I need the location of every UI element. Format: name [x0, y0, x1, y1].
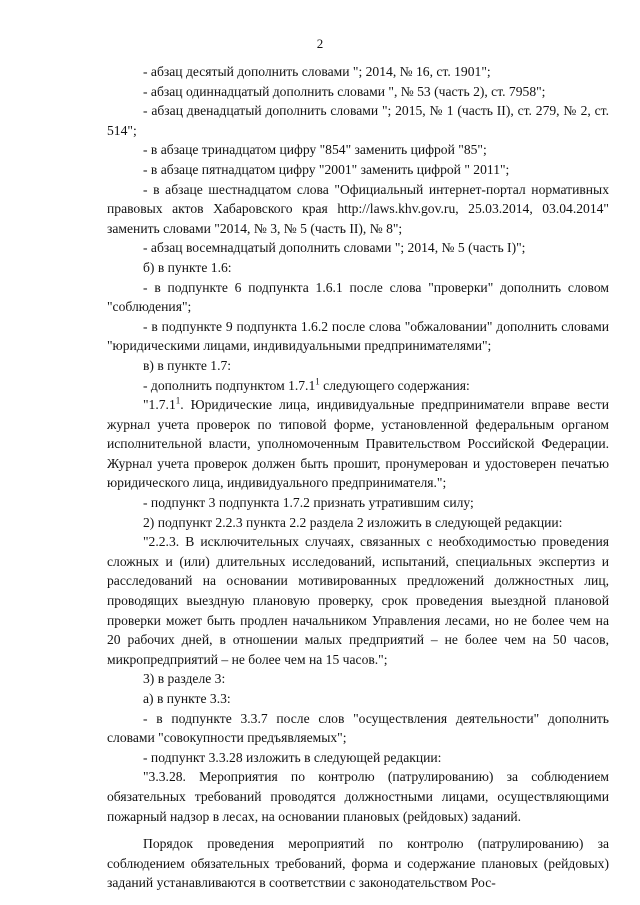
paragraph: - абзац двенадцатый дополнить словами "; 2015, № 1 (часть II), ст. 279, № 2, ст. 514"; [107, 103, 609, 138]
paragraph: Порядок проведения мероприятий по контролю (патрулированию) за соблюдением обязательных требований, форма и содержание плановых (рейдовых) заданий устанавливаются в соответствии с законодательством Рос- [107, 836, 609, 891]
paragraph: - подпункт 3.3.28 изложить в следующей редакции: [143, 749, 442, 765]
paragraph: 2) подпункт 2.2.3 пункта 2.2 раздела 2 изложить в следующей редакции: [143, 514, 563, 530]
paragraph: - в подпункте 3.3.7 после слов "осуществления деятельности" дополнить словами "совокупности предъявляемых"; [107, 710, 609, 746]
paragraph: "2.2.3. В исключительных случаях, связанных с необходимостью проведения сложных и (или) длительных исследований, испытаний, специальных экспертиз и расследований на основании мотивированных предложений должностных лиц, проводящих выездную плановую проверку, срок проведения выездной плановой проверки может быть продлен начальником Управления лесами, но не более чем на 20 рабочих дней, в отношении малых предприятий – не более чем на 50 часов, микропредприятий – не более чем на 15 часов."; [107, 534, 609, 667]
document-body [107, 62, 609, 893]
paragraph: - абзац десятый дополнить словами "; 2014, № 16, ст. 1901"; [143, 64, 491, 79]
paragraph: 3) в разделе 3: [143, 671, 226, 687]
paragraph: а) в пункте 3.3: [143, 691, 231, 706]
paragraph: в) в пункте 1.7: [143, 357, 232, 373]
paragraph: - абзац одиннадцатый дополнить словами ", № 53 (часть 2), ст. 7958"; [143, 83, 546, 99]
paragraph-text: . Юридические лица, индивидуальные предприниматели вправе вести журнал учета проверок по типовой форме, установленной федеральным органом исполнительной власти, уполномоченным Правительством Российской Федерации. Журнал учета проверок должен быть прошит, пронумерован и удостоверен печатью юридического лица, индивидуального предпринимателя."; [107, 397, 609, 491]
paragraph: - в подпункте 9 подпункта 1.6.2 после слова "обжаловании" дополнить словами "юридическими лицами, индивидуальными предпринимателями"; [107, 318, 609, 354]
paragraph [107, 395, 609, 493]
paragraph: - подпункт 3 подпункта 1.7.2 признать утратившим силу; [143, 495, 474, 511]
paragraph: - в абзаце тринадцатом цифру "854" заменить цифрой "85"; [143, 142, 487, 158]
paragraph: - абзац восемнадцатый дополнить словами "; 2014, № 5 (часть I)"; [143, 240, 526, 256]
paragraph: - в абзаце шестнадцатом слова "Официальный интернет-портал нормативных правовых актов Хабаровского края http://laws.khv.gov.ru, 25.03.2014, 03.04.2014" заменить словами "2014, № 3, № 5 (часть II), № 8"; [107, 181, 609, 236]
paragraph-text: "1.7.1 [143, 397, 176, 413]
paragraph: - в абзаце пятнадцатом цифру "2001" заменить цифрой " 2011"; [143, 161, 510, 177]
paragraph: "3.3.28. Мероприятия по контролю (патрулированию) за соблюдением обязательных требований проводятся должностными лицами, осуществляющими пожарный надзор в лесах, на основании плановых (рейдовых) заданий. [107, 769, 609, 824]
paragraph: б) в пункте 1.6: [143, 259, 232, 275]
paragraph [107, 376, 609, 396]
superscript: 1 [175, 395, 181, 406]
paragraph-text: - дополнить подпунктом 1.7.1 [143, 377, 316, 393]
paragraph-text: следующего содержания: [319, 377, 470, 393]
paragraph: - в подпункте 6 подпункта 1.6.1 после слова "проверки" дополнить словом "соблюдения"; [107, 279, 609, 315]
superscript: 1 [315, 375, 320, 386]
page-number: 2 [316, 36, 324, 51]
